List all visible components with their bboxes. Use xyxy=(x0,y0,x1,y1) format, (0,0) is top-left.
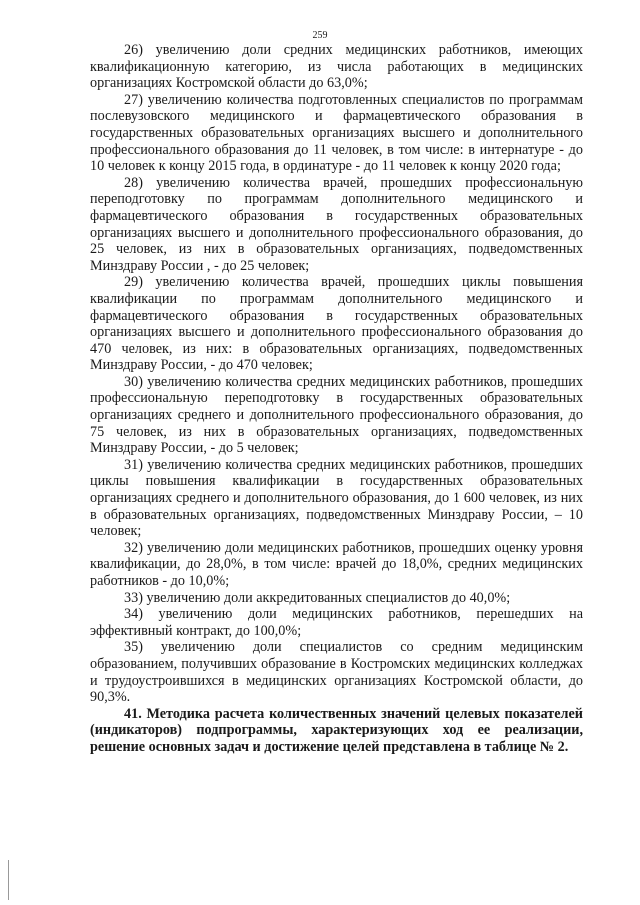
paragraph-item-29: 29) увеличению количества врачей, прошедших циклы повышения квалификации по программам дополнительного медицинского и фармацевтического образования в государственных образовательных организациях высшего и дополнительного профессионального образования до 470 человек, из них: в образовательных организациях, подведомственных Минздраву России, - до 470 человек; xyxy=(90,274,583,374)
paragraph-item-35: 35) увеличению доли специалистов со средним медицинским образованием, получивших образование в Костромских медицинских колледжах и трудоустроившихся в медицинских организациях Костромской области, до 90,3%. xyxy=(90,639,583,706)
paragraph-item-32: 32) увеличению доли медицинских работников, прошедших оценку уровня квалификации, до 28,0%, в том числе: врачей до 18,0%, средних медицинских работников - до 10,0%; xyxy=(90,539,583,589)
paragraph-item-30: 30) увеличению количества средних медицинских работников, прошедших профессиональную переподготовку в государственных образовательных организациях среднего и дополнительного профессионального образования, до 75 человек, из них в образовательных организациях, подведомственных Минздраву России, - до 5 человек; xyxy=(90,373,583,457)
page-number: 259 xyxy=(312,30,328,41)
scan-edge-mark xyxy=(8,860,9,900)
document-body xyxy=(90,42,583,756)
paragraph-item-26: 26) увеличению доли средних медицинских работников, имеющих квалификационную категорию, из числа работающих в медицинских организациях Костромской области до 63,0%; xyxy=(90,42,583,92)
paragraph-item-27: 27) увеличению количества подготовленных специалистов по программам послевузовского медицинского и фармацевтического образования в государственных образовательных организациях высшего и дополнительного профессионального образования до 11 человек, в том числе: в интернатуре - до 10 человек к концу 2015 года, в ординатуре - до 11 человек к концу 2020 года; xyxy=(90,91,583,175)
paragraph-item-28: 28) увеличению количества врачей, прошедших профессиональную переподготовку по программам дополнительного медицинского и фармацевтического образования в государственных образовательных организациях высшего и дополнительного профессионального образования, до 25 человек, из них в образовательных организациях, подведомственных Минздраву России , - до 25 человек; xyxy=(90,174,583,274)
paragraph-item-31: 31) увеличению количества средних медицинских работников, прошедших циклы повышения квалификации в государственных образовательных организациях среднего и дополнительного образования, до 1 600 человек, из них в образовательных организациях, подведомственных Минздраву России, – 10 человек; xyxy=(90,456,583,540)
paragraph-section-41: 41. Методика расчета количественных значений целевых показателей (индикаторов) подпрограммы, характеризующих ход ее реализации, решение основных задач и достижение целей представлена в таблице № 2. xyxy=(90,705,583,755)
paragraph-item-33: 33) увеличению доли аккредитованных специалистов до 40,0%; xyxy=(124,589,511,606)
paragraph-item-34: 34) увеличению доли медицинских работников, перешедших на эффективный контракт, до 100,0%; xyxy=(90,606,583,639)
